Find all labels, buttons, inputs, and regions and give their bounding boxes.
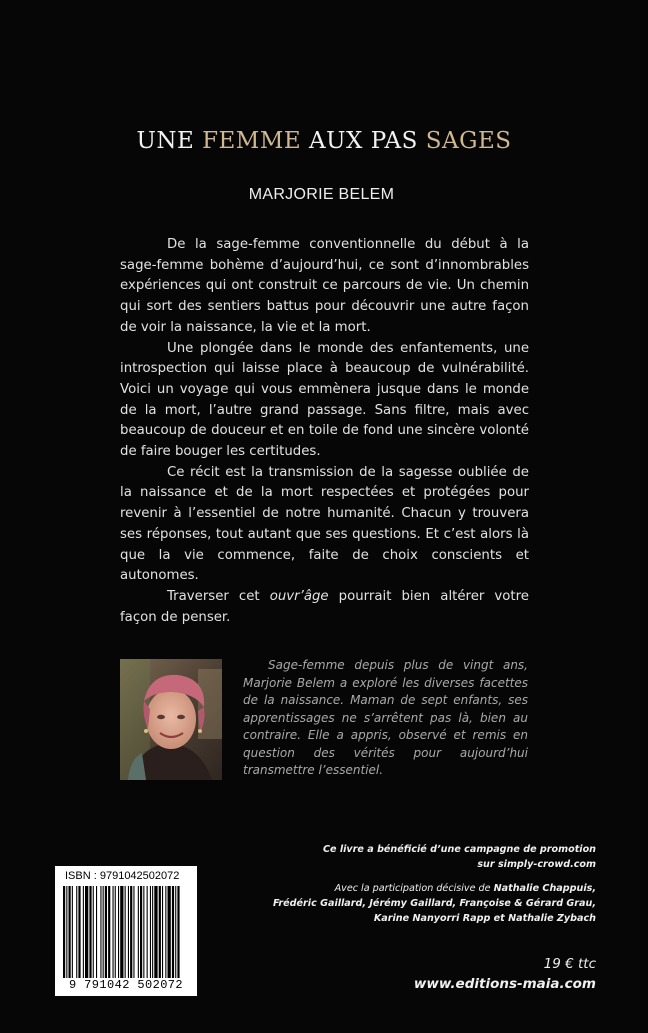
credits-sep: , [592, 883, 596, 894]
barcode-bar [115, 886, 116, 978]
barcode-bar [177, 886, 179, 978]
credits-names-2: Frédéric Gaillard, Jérémy Gaillard, Françoise & Gérard Grau, [272, 898, 596, 909]
barcode-bar [96, 886, 97, 978]
barcode-bar [150, 886, 151, 978]
barcode-bar [162, 886, 163, 978]
isbn-label: ISBN : 9791042502072 [65, 870, 180, 882]
barcode-bar [118, 886, 119, 978]
credits-name-1: Nathalie Chappuis [493, 883, 593, 894]
barcode-bar [128, 886, 129, 978]
author-photo [120, 659, 222, 780]
barcode-bar [168, 886, 171, 978]
barcode-bar [76, 886, 77, 978]
participation-credits [236, 881, 596, 926]
barcode-bar [103, 886, 104, 978]
barcode-bar [159, 886, 161, 978]
barcode-bar [130, 886, 132, 978]
barcode-bar [165, 886, 166, 978]
barcode-bar [85, 886, 88, 978]
barcode-bar [143, 886, 144, 978]
title-word-sages: SAGES [425, 128, 512, 154]
isbn-digits: 9 791042 502072 [68, 978, 184, 992]
barcode-bar [125, 886, 126, 978]
book-title [0, 128, 648, 154]
barcode-bar [93, 886, 94, 978]
barcode [63, 886, 189, 978]
blurb-paragraph-2: Une plongée dans le monde des enfantements, une introspection qui laisse place à beaucoup de vulnérabilité. Voici un voyage qui vous emmènera jusque dans le monde de la mort, l’autre grand passage. Sans filtre, mais avec beaucoup de douceur et en toile de fond une sincère volonté de faire bouger les certitudes. [120, 340, 529, 460]
blurb-paragraph-1: De la sage-femme conventionnelle du début à la sage-femme bohème d’aujourd’hui, ce sont d’innombrables expériences qui ont construit ce parcours de vie. Un chemin qui sort des sentiers battus pour découvrir une autre façon de voir la naissance, la vie et la mort. [120, 237, 529, 335]
barcode-bar [89, 886, 91, 978]
barcode-bar [72, 886, 73, 978]
blurb-p4-end: pourrait bien altérer votre façon de penser. [120, 588, 529, 625]
barcode-bar [69, 886, 71, 978]
promo-line-2: sur simply-crowd.com [477, 859, 596, 870]
barcode-bar [133, 886, 134, 978]
credits-intro: Avec la participation décisive de [334, 883, 494, 894]
title-word-femme: FEMME [202, 128, 302, 154]
blurb [120, 235, 529, 628]
barcode-bar [120, 886, 123, 978]
barcode-bar [83, 886, 84, 978]
author-name: MARJORIE BELEM [248, 186, 395, 203]
credits-names-3: Karine Nanyorri Rapp et Nathalie Zybach [373, 913, 596, 924]
title-word-une: UNE [136, 128, 195, 154]
barcode-bar [172, 886, 174, 978]
barcode-bar [138, 886, 139, 978]
price: 19 € ttc [543, 956, 596, 972]
barcode-bar [147, 886, 148, 978]
barcode-bar [113, 886, 114, 978]
publisher-website: www.editions-maia.com [413, 976, 596, 992]
barcode-bar [63, 886, 65, 978]
barcode-bar [108, 886, 110, 978]
blurb-paragraph-4 [120, 587, 529, 628]
credits-line-2 [236, 896, 596, 911]
barcode-bar [140, 886, 142, 978]
author-bio: Sage-femme depuis plus de vingt ans, Marjorie Belem a exploré les diverses facettes de la naissance. Maman de sept enfants, ses apprentissages ne s’arrêtent pas là, bien au contraire. Elle a appris, observé et remis en question des vérités pour aujourd’hui transmettre l’essentiel. [243, 658, 528, 777]
promo-line-1: Ce livre a bénéficié d’une campagne de promotion [322, 844, 596, 855]
barcode-bar [105, 886, 107, 978]
barcode-bar [78, 886, 80, 978]
author-portrait-illustration [120, 659, 222, 780]
blurb-paragraph-3: Ce récit est la transmission de la sagesse oubliée de la naissance et de la mort respectées et protégées pour revenir à l’essentiel de notre humanité. Chacun y trouvera ses réponses, tout autant que ses questions. Et c’est alors là que la vie commence, faite de choix conscients et autonomes. [120, 464, 529, 584]
credits-line-3 [236, 911, 596, 926]
isbn-barcode-box [55, 866, 197, 996]
barcode-bar [154, 886, 157, 978]
blurb-p4-italic: ouvr’âge [269, 588, 329, 604]
barcode-bar [152, 886, 153, 978]
title-word-aux-pas: AUX PAS [309, 128, 418, 154]
barcode-bar [66, 886, 67, 978]
promo-note [236, 842, 596, 872]
barcode-bar [175, 886, 176, 978]
barcode-bar [100, 886, 101, 978]
blurb-p4-start: Traverser cet [167, 588, 270, 604]
credits-line-1 [236, 881, 596, 896]
